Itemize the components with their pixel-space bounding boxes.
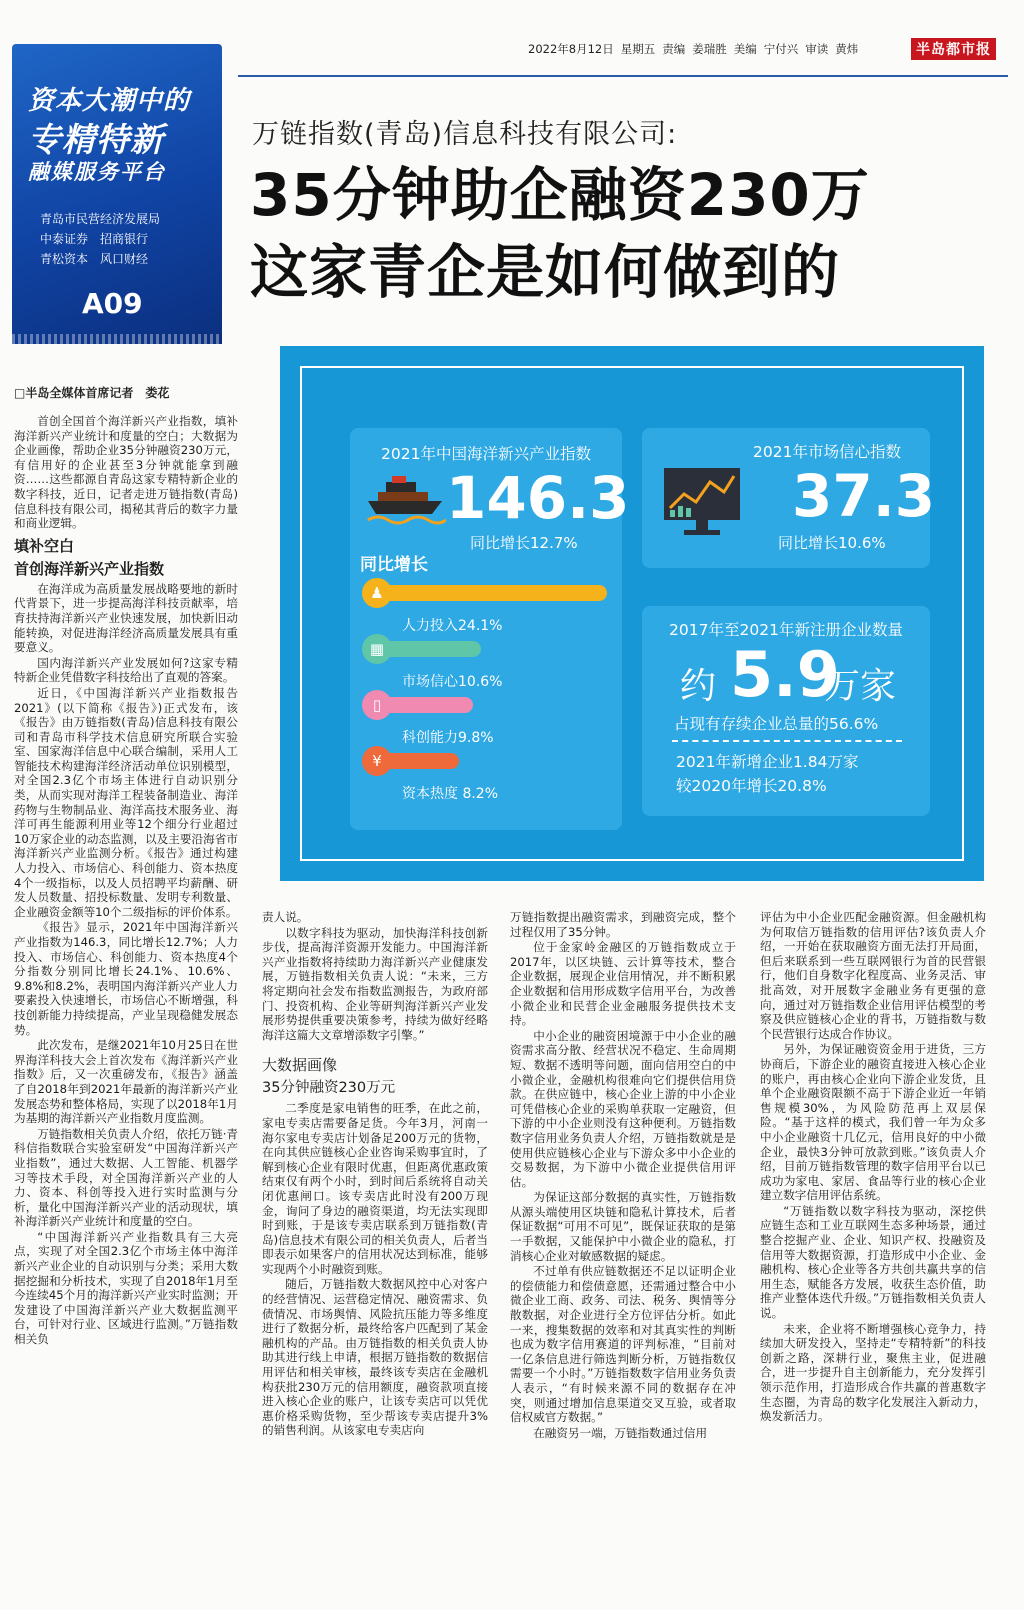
bar-label-capital: 资本热度 8.2%: [402, 786, 499, 802]
phone-icon: ▯: [362, 690, 392, 720]
dashed-divider: [672, 740, 902, 742]
confidence-title: 2021年市场信心指数: [753, 443, 901, 461]
paragraph: 为保证这部分数据的真实性，万链指数从源头端使用区块链和隐私计算技术，后者保证数据“可用不可见”，既保证获取的是第一手数据，又能保护中小微企业的隐私，打消核心企业对敏感数据的疑虑。: [510, 1190, 736, 1263]
confidence-value: 37.3: [792, 462, 936, 530]
share-of-total: 占现有存续企业总量的56.6%: [674, 715, 879, 733]
marine-index-change: 同比增长12.7%: [470, 534, 578, 552]
bar-row-market: [362, 634, 612, 690]
bar-label-labor: 人力投入24.1%: [402, 618, 503, 634]
paragraph: 另外，为保证融资资金用于进货，三方协商后，下游企业的融资直接进入核心企业的账户，再由核心企业向下游企业发货，且单个企业融资限额不高于下游企业近一年销售规模30%，为风险防范再上双层保险。“基于这样的模式，我们曾一年为众多中小企业融资十几亿元，信用良好的中小微企业，最快3分钟可放款到账。”该负责人介绍，目前万链指数管理的数字信用平台以已成功为家电、家居、食品等行业的核心企业建立数字信用评估系统。: [760, 1042, 986, 1203]
sponsor-3: 青松资本 风口财经: [40, 252, 149, 266]
paragraph: 责人说。: [262, 910, 309, 924]
byline: □半岛全媒体首席记者 娄花: [14, 386, 170, 400]
headline-line-1: 35分钟助企融资230万: [250, 161, 870, 229]
paragraph: 中小企业的融资困境源于中小企业的融资需求高分散、经营状况不稳定、生命周期短、数据不透明等问题，面向信用空白的中小微企业，金融机构很难向它们提供信用贷款。在供应链中，核心企业上游的中小企业可凭借核心企业的采购单获取一定融资，但下游的中小企业则没有这种便利。万链指数数字信用业务负责人介绍，万链指数就是是使用供应链核心企业与下游众多中小企业的交易数据，为下游中小微企业提供信用评估。: [510, 1028, 736, 1189]
paragraph: 在海洋成为高质量发展战略要地的新时代背景下，进一步提高海洋科技贡献率，培育扶持海洋新兴产业快速发展，加快新旧动能转换，对促进海洋经济高质量发展具有重要意义。: [14, 581, 238, 655]
designer-name: 宁付兴: [763, 42, 799, 56]
section-1-subtitle: 首创海洋新兴产业指数: [14, 559, 165, 578]
paragraph: 评估为中小企业匹配金融资源。但金融机构为何取信万链指数的信用评估?该负责人介绍，一开始在获取融资方面无法打开局面，但后来联系到一些互联网银行为首的民营银行，他们自身数字化程度高、业务灵活、审批高效，对开展数字金融业务有更强的意向，通过对万链指数企业信用评估模型的考察及供应链核心企业的背书，万链指数与数个民营银行达成合作协议。: [760, 910, 986, 1041]
infographic: [280, 346, 984, 881]
confidence-change: 同比增长10.6%: [778, 534, 886, 552]
monitor-chart-icon: [662, 464, 744, 544]
sponsor-2: 中泰证券 招商银行: [40, 232, 149, 246]
bar-chart-icon: ▦: [362, 634, 392, 664]
new-enterprise-unit: 万家: [824, 666, 897, 707]
weekday: 星期五: [620, 42, 656, 56]
marine-index-card: [350, 428, 630, 830]
bar-labor: [382, 585, 607, 601]
new-enterprise-title: 2017年至2021年新注册企业数量: [669, 621, 903, 639]
marine-index-title: 2021年中国海洋新兴产业指数: [381, 445, 591, 463]
paragraph: “万链指数以数字科技为驱动，深挖供应链生态和工业互联网生态多种场景，通过整合挖掘产业、企业、知识产权、投融资及信用等大数据资源，打造形成中小企业、金融机构、核心企业等各方共创共赢共享的信用生态，赋能各方发展，收获生态价值，助推产业整体迭代升级。”万链指数相关负责人说。: [760, 1203, 986, 1321]
approx-prefix: 约: [680, 666, 717, 707]
paragraph: 在融资另一端，万链指数通过信用: [533, 1425, 708, 1440]
growth-subtitle: 同比增长: [360, 555, 428, 575]
paragraph: “中国海洋新兴产业指数具有三大亮点，实现了对全国2.3亿个市场主体中海洋新兴产业企业的自动识别与分类；采用大数据挖掘和分析技术，实现了自2018年1月至今连续45个月的海洋新兴产业实时监测；开发建设了中国海洋新兴产业大数据监测平台，可针对行业、区域进行监测。”万链指数相关负: [14, 1229, 238, 1347]
paragraph: 以数字科技为驱动，加快海洋科技创新步伐，提高海洋资源开发能力。中国海洋新兴产业指数将持续助力海洋新兴产业健康发展，万链指数相关负责人说：“未来，三方将定期向社会发布指数监测报告，为政府部门、投资机构、企业等研判海洋新兴产业发展形势提供重要决策参考，持续为做好经略海洋这篇大文章增添数字引擎。”: [262, 925, 488, 1042]
paragraph: 万链指数相关负责人介绍，依托万链·青科信指数联合实验室研发“中国海洋新兴产业指数”，通过大数据、人工智能、机器学习等技术手段，对全国海洋新兴产业的人力、资本、科创等投入进行实时监测与分析，量化中国海洋新兴产业的活动现状，填补海洋新兴产业统计和度量的空白。: [14, 1126, 238, 1229]
header-rule: [238, 75, 1008, 77]
reviewer-label: 审读: [805, 42, 829, 56]
bar-label-innovation: 科创能力9.8%: [402, 730, 494, 746]
paragraph: 近日，《中国海洋新兴产业指数报告2021》(以下简称《报告》)正式发布，该《报告》由万链指数(青岛)信息科技有限公司和青岛市科学技术信息研究所联合实验室、国家海洋信息中心联合编制，采用人工智能技术构建海洋经济活动单位识别模型，对全国2.3亿个市场主体进行自动识别分类，从而实现对海洋工程装备制造业、海洋药物与生物制品业、海洋高技术服务业、海洋可再生能源利用业等12个细分行业超过10万家企业的动态监测，以及主要沿海省市海洋新兴产业监测分析。《报告》通过构建人力投入、市场信心、科创能力、资本热度4个一级指标，以及人员招聘平均薪酬、研发人员数量、招投标数量、发明专利数量、企业融资金额等10个二级指标的评价体系。: [14, 685, 238, 919]
bar-label-market: 市场信心10.6%: [402, 674, 503, 690]
designer-label: 美编: [733, 42, 757, 56]
newspaper-logo: 半岛都市报: [911, 38, 996, 60]
editor-name: 姜瑞胜: [692, 42, 727, 56]
new-2021: 2021年新增企业1.84万家: [676, 753, 859, 771]
section-1-title: 填补空白: [14, 536, 75, 555]
dateline: [528, 38, 996, 60]
section-2-subtitle: 35分钟融资230万元: [262, 1080, 396, 1097]
paragraph: 未来，企业将不断增强核心竞争力，持续加大研发投入，坚持走“专精特新”的科技创新之路，深耕行业，聚焦主业，促进融合，进一步提升自主创新能力，充分发挥引领示范作用，打造形成合作共赢的普惠数字生态圈，为青岛的数字化发展注入新动力，焕发新活力。: [760, 1321, 986, 1424]
confidence-index-card: [642, 428, 936, 568]
bar-row-capital: [362, 746, 612, 802]
headline-line-2: 这家青企是如何做到的: [250, 238, 841, 306]
paragraph: 此次发布，是继2021年10月25日在世界海洋科技大会上首次发布《海洋新兴产业指数》后，又一次重磅发布，《报告》涵盖了自2018年到2021年最新的海洋新兴产业发展态势和整体格局，实现了以2018年1月为基期的海洋新兴产业指数月度监测。: [14, 1038, 238, 1126]
banner-line-a: 资本大潮中的: [28, 86, 191, 116]
marine-index-value: 146.3: [446, 464, 630, 532]
article-column-2: [262, 910, 488, 1439]
money-icon: ¥: [362, 746, 392, 776]
banner-stripe: [12, 334, 222, 344]
paragraph: 《报告》显示，2021年中国海洋新兴产业指数为146.3，同比增长12.7%；人力投入、市场信心、科创能力、资本热度4个分指数分别同比增长24.1%、10.6%、9.8%和8.2%，表明国内海洋新兴产业人力要素投入快速增长，市场信心不断增强，科技创新能力持续提高，产业呈现稳健发展态势。: [14, 920, 238, 1037]
date: 2022年8月12日: [528, 42, 614, 56]
paragraph: 不过单有供应链数据还不足以证明企业的偿债能力和偿债意愿，还需通过整合中小微企业工商、政务、司法、税务、舆情等分散数据，对企业进行全方位评估分析。如此一来，搜集数据的效率和对其真实性的判断也成为数字信用赛道的评判标准，“目前对一亿条信息进行筛选判断分析，万链指数仅需要一个小时。”万链指数数字信用业务负责人表示，“有时候来源不同的数据存在冲突，则通过增加信息渠道交叉互验，或者取信权威官方数据。”: [510, 1264, 736, 1425]
banner-line-b: 专精特新: [28, 120, 164, 159]
bar-market: [382, 641, 481, 657]
ship-icon: [366, 474, 446, 526]
article-column-1: [14, 414, 238, 1348]
paragraph: 位于金家岭金融区的万链指数成立于2017年，以区块链、云计算等技术，整合企业数据，展现企业信用情况，并不断积累企业数据和信用形成数字信用平台，为改善小微企业和民营企业金融服务提供技术支持。: [510, 940, 736, 1028]
paragraph: 万链指数提出融资需求，到融资完成，整个过程仅用了35分钟。: [510, 910, 736, 939]
column-banner: [12, 44, 222, 344]
editor-label: 责编: [662, 42, 686, 56]
bar-row-innovation: [362, 690, 612, 746]
article-column-3: [510, 910, 736, 1441]
section-2-title: 大数据画像: [262, 1056, 338, 1075]
reviewer-name: 黄炜: [835, 42, 859, 56]
paragraph: 随后，万链指数大数据风控中心对客户的经营情况、运营稳定情况、融资需求、负债情况、市场舆情、风险抗压能力等多维度进行了数据分析，最终给客户匹配到了某金融机构的产品。由万链指数的相关负责人协助其进行线上申请，根据万链指数的数据信用评估和相关审核，最终该专卖店在金融机构获批230万元的信用额度，融资款项直接进入核心企业的账户，让该专卖店可以凭优惠价格采购货物，至少帮该专卖店提升3%的销售利润。从该家电专卖店向: [262, 1277, 488, 1438]
bar-capital: [382, 753, 459, 769]
banner-line-c: 融媒服务平台: [28, 160, 166, 184]
sponsor-1: 青岛市民营经济发展局: [40, 212, 161, 226]
bar-row-labor: [362, 578, 612, 634]
growth-vs-2020: 较2020年增长20.8%: [676, 777, 827, 795]
person-icon: ♟: [362, 578, 392, 608]
new-enterprise-value: 5.9: [730, 638, 840, 711]
kicker-title: 万链指数(青岛)信息科技有限公司:: [252, 119, 678, 150]
bar-innovation: [382, 697, 473, 713]
sponsor-list: [40, 209, 160, 269]
new-enterprise-card: [642, 606, 930, 816]
page-number: A09: [82, 287, 143, 320]
paragraph: 二季度是家电销售的旺季，在此之前，家电专卖店需要备足货。今年3月，河南一海尔家电专卖店计划备足200万元的货物，在向其供应链核心企业咨询采购事宜时，了解到核心企业有限时优惠，但距离优惠政策结束仅有两个小时，到时间后系统将自动关闭优惠闸口。该专卖店此时没有200万现金，询问了身边的融资渠道，均无法实现即时到账，于是该专卖店联系到万链指数(青岛)信息技术有限公司的相关负责人，后者当即表示如果客户的信用状况达到标准，能够实现两个小时融资到账。: [262, 1101, 488, 1276]
article-column-4: [760, 910, 986, 1425]
paragraph: 国内海洋新兴产业发展如何?这家专精特新企业凭借数字科技给出了直观的答案。: [14, 655, 238, 685]
lead-paragraph: 首创全国首个海洋新兴产业指数，填补海洋新兴产业统计和度量的空白；大数据为企业画像，帮助企业35分钟融资230万元，有信用好的企业甚至3分钟就能拿到融资……这些都源自青岛这家专精特新企业的数字科技，近日，记者走进万链指数(青岛)信息科技有限公司，揭秘其背后的数字力量和商业逻辑。: [14, 414, 238, 531]
